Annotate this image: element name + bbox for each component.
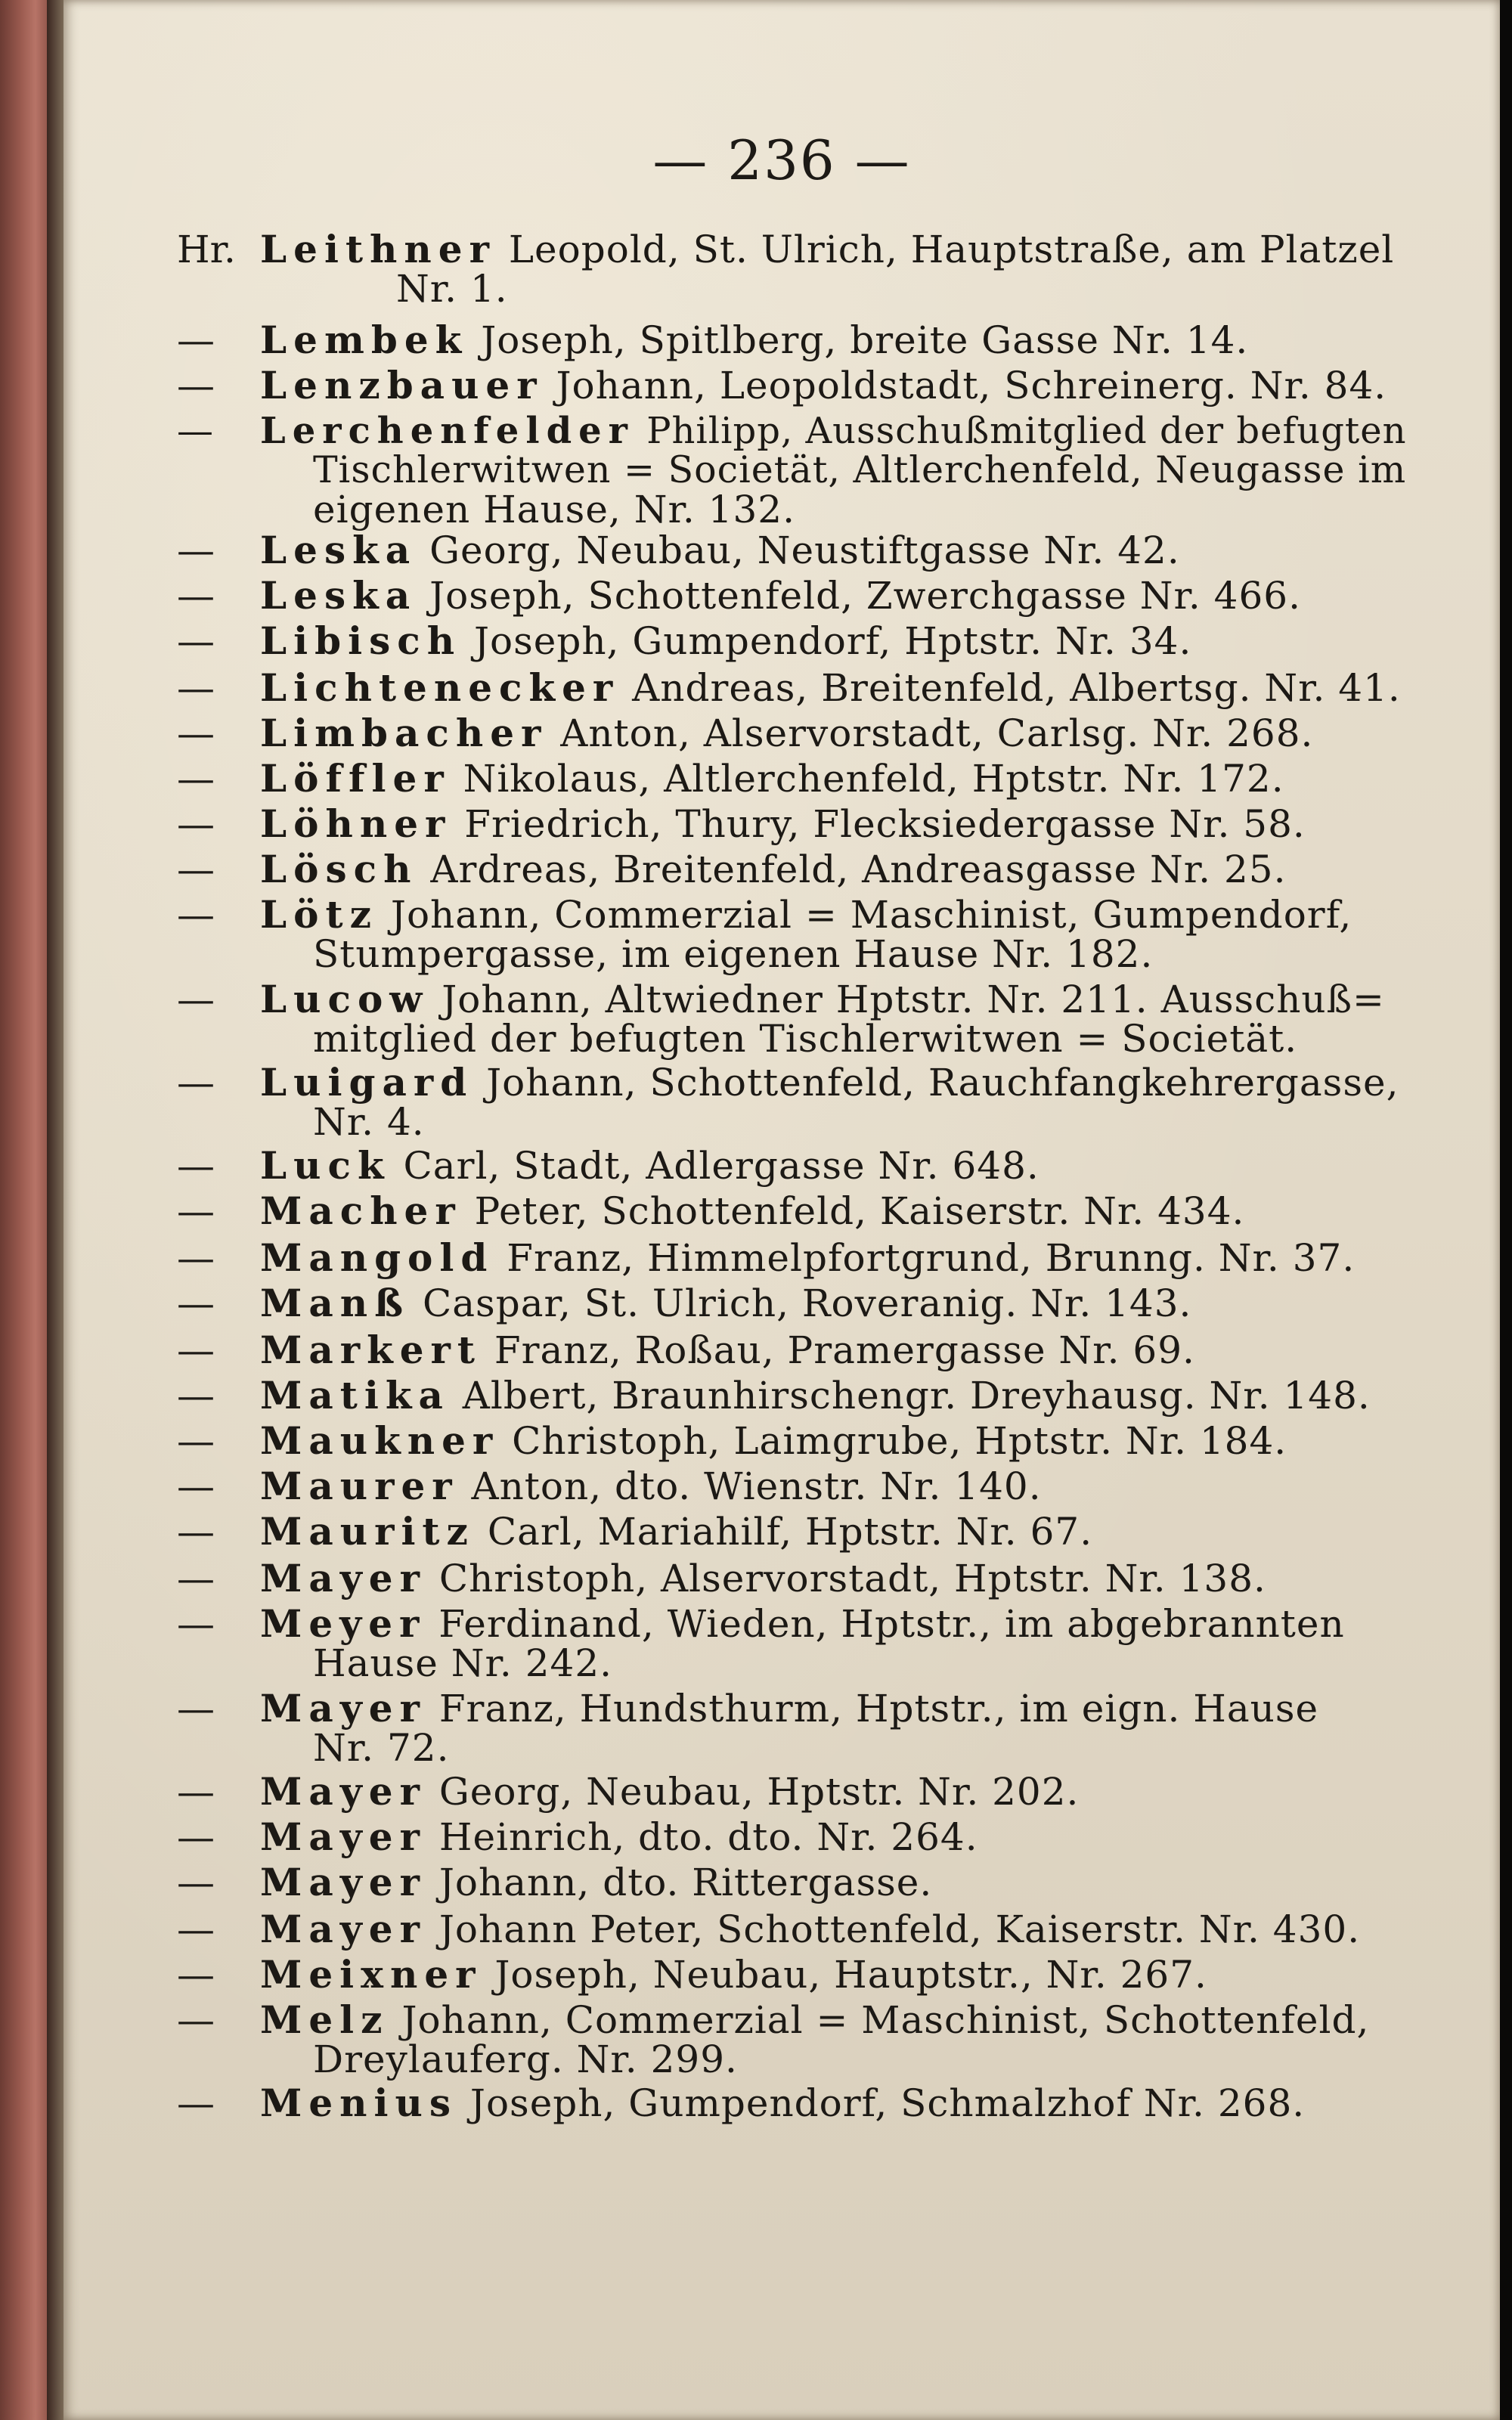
entry-prefix: — — [177, 1998, 215, 2042]
entry-prefix: — — [177, 847, 215, 891]
entry-first-line — [177, 1235, 1355, 1281]
entry-prefix: — — [177, 893, 215, 937]
entry-first-line — [177, 1060, 1399, 1105]
entry-first-line — [177, 618, 1191, 664]
entry-details: Anton, dto. Wienstr. Nr. 140. — [458, 1464, 1042, 1508]
entry-details: Johann, dto. Rittergasse. — [426, 1861, 933, 1904]
entry-surname: Lenzbauer — [260, 363, 544, 407]
entry-details: Joseph, Spitlberg, breite Gasse Nr. 14. — [468, 318, 1249, 362]
entry-surname: Lerchenfelder — [260, 410, 634, 452]
entry-first-line — [177, 801, 1306, 847]
entry-surname: Leska — [260, 573, 417, 618]
entry-continuation-line: Stumpergasse, im eigenen Hause Nr. 182. — [313, 932, 1154, 976]
entry-surname: Markert — [260, 1328, 482, 1372]
entry-first-line — [177, 227, 1394, 272]
entry-surname: Mayer — [260, 1860, 426, 1904]
entry-first-line — [177, 847, 1286, 892]
entry-first-line — [177, 665, 1401, 711]
entry-details: Joseph, Gumpendorf, Schmalzhof Nr. 268. — [457, 2081, 1306, 2125]
entry-first-line — [177, 1907, 1360, 1952]
entry-continuation-line: Nr. 4. — [313, 1100, 425, 1144]
entry-prefix: — — [177, 1953, 215, 1997]
entry-surname: Mayer — [260, 1769, 426, 1814]
entry-surname: Lembek — [260, 318, 469, 362]
entry-details: Leopold, St. Ulrich, Hauptstraße, am Platzel — [495, 228, 1395, 271]
entry-prefix: — — [177, 1602, 215, 1646]
entry-prefix: — — [177, 757, 215, 801]
entry-prefix: — — [177, 978, 215, 1021]
entry-prefix: — — [177, 1464, 215, 1508]
entry-prefix: — — [177, 711, 215, 755]
entry-prefix: — — [177, 1770, 215, 1814]
entry-surname: Mauritz — [260, 1509, 475, 1554]
entry-details: Carl, Stadt, Adlergasse Nr. 648. — [390, 1144, 1040, 1188]
entry-surname: Löhner — [260, 801, 452, 846]
entry-prefix: — — [177, 1510, 215, 1554]
entry-details: Christoph, Laimgrube, Hptstr. Nr. 184. — [499, 1419, 1287, 1463]
entry-first-line — [177, 1281, 1191, 1326]
entry-continuation-line: Tischlerwitwen = Societät, Altlerchenfeld, Neugasse im — [313, 448, 1407, 491]
entry-surname: Mayer — [260, 1814, 426, 1859]
entry-details: Johann, Commerzial = Maschinist, Schottenfeld, — [389, 1998, 1370, 2042]
entry-prefix: — — [177, 1281, 215, 1325]
entry-prefix: — — [177, 410, 213, 452]
entry-first-line — [177, 1601, 1345, 1647]
entry-first-line — [177, 977, 1385, 1022]
entry-surname: Mayer — [260, 1686, 426, 1731]
entry-details: Philipp, Ausschußmitglied der befugten — [634, 410, 1407, 452]
entry-first-line — [177, 1860, 932, 1905]
entry-first-line — [177, 408, 1407, 454]
entry-first-line — [177, 892, 1352, 937]
entry-first-line — [177, 1328, 1195, 1373]
entry-prefix: — — [177, 2081, 215, 2125]
entry-details: Caspar, St. Ulrich, Roveranig. Nr. 143. — [410, 1281, 1192, 1325]
entry-prefix: — — [177, 619, 215, 663]
entry-details: Christoph, Alservorstadt, Hptstr. Nr. 138. — [426, 1557, 1266, 1600]
entry-surname: Macher — [260, 1188, 462, 1233]
entry-details: Albert, Braunhirschengr. Dreyhausg. Nr. 148. — [449, 1374, 1371, 1418]
entry-first-line — [177, 756, 1284, 801]
entry-prefix: — — [177, 666, 215, 710]
entry-prefix: — — [177, 1419, 215, 1463]
entry-details: Ardreas, Breitenfeld, Andreasgasse Nr. 25. — [417, 847, 1287, 891]
entry-first-line — [177, 1997, 1369, 2043]
entry-details: Joseph, Neubau, Hauptstr., Nr. 267. — [482, 1953, 1207, 1997]
entry-surname: Luck — [260, 1143, 391, 1188]
entry-surname: Menius — [260, 2081, 458, 2125]
entry-prefix: — — [177, 1374, 215, 1418]
entry-surname: Leska — [260, 528, 417, 572]
entry-first-line — [177, 711, 1313, 756]
entry-first-line — [177, 1814, 978, 1860]
entry-surname: Mangold — [260, 1235, 494, 1280]
entry-surname: Löffler — [260, 756, 451, 801]
entry-details: Anton, Alservorstadt, Carlsg. Nr. 268. — [547, 711, 1314, 755]
entry-details: Ferdinand, Wieden, Hptstr., im abgebrannten — [426, 1602, 1345, 1646]
entry-surname: Leithner — [260, 227, 496, 271]
entry-details: Franz, Himmelpfortgrund, Brunng. Nr. 37. — [494, 1236, 1356, 1280]
entry-prefix: — — [177, 574, 215, 618]
entry-prefix: Hr. — [177, 228, 236, 271]
entry-surname: Lösch — [260, 847, 418, 891]
entry-first-line — [177, 1418, 1287, 1464]
entry-prefix: — — [177, 528, 215, 572]
entry-first-line — [177, 573, 1301, 618]
entry-first-line — [177, 318, 1248, 363]
entry-details: Franz, Roßau, Pramergasse Nr. 69. — [481, 1328, 1195, 1372]
entry-details: Andreas, Breitenfeld, Albertsg. Nr. 41. — [619, 666, 1401, 710]
entry-details: Nikolaus, Altlerchenfeld, Hptstr. Nr. 172. — [450, 757, 1284, 801]
entry-prefix: — — [177, 318, 215, 362]
entry-details: Georg, Neubau, Neustiftgasse Nr. 42. — [417, 528, 1180, 572]
entry-details: Franz, Hundsthurm, Hptstr., im eign. Hause — [426, 1687, 1319, 1731]
entry-continuation-line: Nr. 1. — [396, 267, 508, 311]
page-outer-edge — [1500, 0, 1512, 2420]
entry-prefix: — — [177, 1815, 215, 1859]
entry-first-line — [177, 1373, 1371, 1418]
entry-surname: Luigard — [260, 1060, 474, 1105]
entry-first-line — [177, 1556, 1266, 1601]
entry-surname: Manß — [260, 1281, 411, 1325]
entry-prefix: — — [177, 802, 215, 846]
entry-continuation-line: eigenen Hause, Nr. 132. — [313, 488, 795, 531]
entry-prefix: — — [177, 1328, 215, 1372]
entry-surname: Matika — [260, 1373, 450, 1418]
entry-prefix: — — [177, 1557, 215, 1600]
entry-details: Johann Peter, Schottenfeld, Kaiserstr. Nr. 430. — [426, 1907, 1361, 1951]
entry-surname: Meixner — [260, 1952, 482, 1997]
entry-details: Joseph, Gumpendorf, Hptstr. Nr. 34. — [461, 619, 1192, 663]
entry-surname: Meyer — [260, 1601, 426, 1646]
entry-details: Peter, Schottenfeld, Kaiserstr. Nr. 434. — [461, 1189, 1245, 1233]
entry-first-line — [177, 1509, 1092, 1554]
entry-details: Johann, Altwiedner Hptstr. Nr. 211. Ausschuß= — [429, 978, 1385, 1021]
entry-first-line — [177, 2081, 1305, 2126]
entry-first-line — [177, 1188, 1244, 1234]
entry-surname: Mayer — [260, 1556, 426, 1600]
entry-surname: Lucow — [260, 977, 429, 1021]
entry-continuation-line: mitglied der befugten Tischlerwitwen = Societät. — [313, 1017, 1298, 1061]
entry-details: Johann, Commerzial = Maschinist, Gumpendorf, — [378, 893, 1352, 937]
entry-first-line — [177, 1143, 1040, 1188]
entry-prefix: — — [177, 1189, 215, 1233]
entry-prefix: — — [177, 1061, 215, 1105]
page-number: — 236 — — [652, 129, 911, 192]
entry-prefix: — — [177, 364, 215, 407]
entry-surname: Maurer — [260, 1464, 459, 1508]
directory-entries — [64, 0, 1500, 2420]
entry-first-line — [177, 1952, 1207, 1997]
entry-prefix: — — [177, 1861, 215, 1904]
entry-surname: Lötz — [260, 892, 378, 937]
entry-surname: Mayer — [260, 1907, 426, 1951]
entry-surname: Lichtenecker — [260, 665, 620, 710]
entry-first-line — [177, 528, 1180, 573]
entry-details: Carl, Mariahilf, Hptstr. Nr. 67. — [474, 1510, 1093, 1554]
entry-first-line — [177, 1686, 1318, 1731]
book-page — [64, 0, 1500, 2420]
entry-surname: Libisch — [260, 618, 462, 663]
entry-prefix: — — [177, 1236, 215, 1280]
entry-prefix: — — [177, 1144, 215, 1188]
entry-details: Friedrich, Thury, Flecksiedergasse Nr. 58. — [451, 802, 1306, 846]
entry-continuation-line: Nr. 72. — [313, 1726, 450, 1770]
entry-details: Georg, Neubau, Hptstr. Nr. 202. — [426, 1770, 1080, 1814]
entry-surname: Maukner — [260, 1418, 500, 1463]
entry-continuation-line: Hause Nr. 242. — [313, 1641, 613, 1685]
page-gutter — [47, 0, 64, 2420]
entry-prefix: — — [177, 1687, 215, 1731]
entry-surname: Melz — [260, 1997, 389, 2042]
entry-first-line — [177, 1464, 1042, 1509]
entry-first-line — [177, 363, 1387, 408]
entry-continuation-line: Dreylauferg. Nr. 299. — [313, 2037, 738, 2081]
entry-first-line — [177, 1769, 1079, 1814]
entry-details: Joseph, Schottenfeld, Zwerchgasse Nr. 466. — [417, 574, 1302, 618]
entry-details: Johann, Leopoldstadt, Schreinerg. Nr. 84. — [543, 364, 1387, 407]
entry-details: Johann, Schottenfeld, Rauchfangkehrergasse, — [473, 1061, 1399, 1105]
entry-details: Heinrich, dto. dto. Nr. 264. — [426, 1815, 978, 1859]
entry-surname: Limbacher — [260, 711, 548, 755]
entry-prefix: — — [177, 1907, 215, 1951]
